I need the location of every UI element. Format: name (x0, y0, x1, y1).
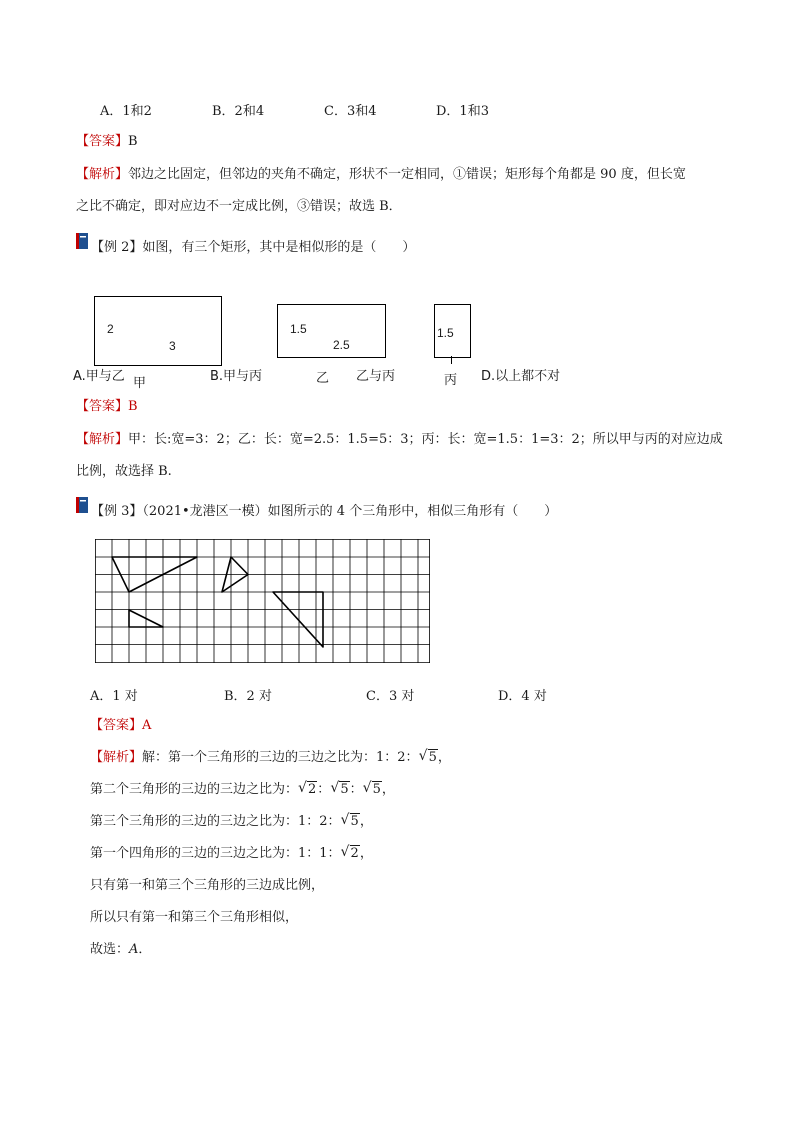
punct: ． (138, 942, 152, 957)
analysis-text: 第二个三角形的三边的三边之比为： (90, 782, 299, 797)
ex2-option-d: D.以上都不对 (481, 369, 561, 384)
punct: ： (317, 782, 331, 797)
answer-value: B (128, 399, 138, 414)
ex3-analysis-line3 (90, 813, 373, 831)
example-2-title: 【例 2】如图，有三个矩形，其中是相似形的是（ ） (91, 240, 416, 255)
rect-bing-tick (451, 356, 452, 364)
answer-value: B (128, 134, 138, 149)
final-prefix: 故选： (90, 942, 130, 957)
answer-tag: 【答案】 (76, 399, 129, 414)
analysis-text: 第三个三角形的三边的三边之比为：1：2： (90, 814, 341, 829)
rect-yi-width: 2.5 (333, 338, 350, 352)
sqrt-expression: √ 5 (340, 812, 359, 829)
analysis-text: 解：第一个三角形的三边的三边之比为：1：2： (142, 750, 419, 765)
analysis-tag: 【解析】 (76, 167, 129, 182)
option-a: A．1 对 (90, 689, 138, 704)
ex3-final (90, 941, 151, 959)
answer-tag: 【答案】 (76, 134, 129, 149)
option-d: D．4 对 (498, 689, 547, 704)
triangle-grid-figure (95, 539, 431, 665)
ex3-analysis-line4 (90, 845, 373, 863)
example-3-title: 【例 3】（2021•龙港区一模）如图所示的 4 个三角形中，相似三角形有（ ） (91, 504, 558, 519)
radicand: 5 (372, 782, 381, 797)
sqrt-expression: √ 2 (340, 844, 359, 861)
q1-analysis-line2: 之比不确定，即对应边不一定成比例，③错误；故选 B． (76, 199, 402, 214)
ex3-analysis-line1 (90, 749, 451, 767)
sqrt-expression: √ 5 (330, 780, 349, 797)
ex2-analysis-line2: 比例，故选择 B. (76, 464, 172, 479)
radicand: 5 (350, 814, 359, 829)
sqrt-expression: √ 2 (298, 780, 317, 797)
radicand: 2 (350, 846, 359, 861)
book-icon (76, 497, 88, 513)
answer-tag: 【答案】 (90, 718, 143, 733)
rect-bing-height: 1.5 (437, 326, 454, 340)
sqrt-expression: √ 5 (362, 780, 381, 797)
rect-jia-width: 3 (169, 339, 176, 353)
ex3-answer (90, 717, 151, 735)
q1-analysis-line1 (76, 166, 686, 184)
radicand: 5 (340, 782, 349, 797)
rect-bing-name: 丙 (444, 373, 458, 388)
answer-value: A (142, 718, 152, 733)
q1-answer (76, 133, 138, 151)
ex3-conclusion-2: 所以只有第一和第三个三角形相似， (90, 910, 299, 925)
radicand: 5 (428, 750, 437, 765)
punct: ， (359, 846, 373, 861)
punct: ， (381, 782, 395, 797)
ex2-option-c: 乙与丙 (356, 369, 396, 384)
option-c: C．3 对 (366, 689, 415, 704)
analysis-text: 甲：长:宽=3：2；乙：长：宽=2.5：1.5=5：3；丙：长：宽=1.5：1=3：2；所以甲与丙的对应边成 (128, 432, 723, 447)
analysis-text: 邻边之比固定，但邻边的夹角不确定，形状不一定相同，①错误；矩形每个角都是 90 度，但长宽 (128, 167, 686, 182)
option-b: B．2 对 (224, 689, 272, 704)
rect-jia-height: 2 (107, 322, 114, 336)
final-answer: A (129, 942, 139, 957)
radicand: 2 (308, 782, 317, 797)
option-d: D．1和3 (436, 104, 489, 119)
rect-jia-name: 甲 (133, 376, 147, 391)
option-a: A．1和2 (100, 104, 152, 119)
punct: ： (349, 782, 363, 797)
ex2-option-a: A.甲与乙 (73, 369, 125, 384)
book-icon (76, 233, 88, 249)
ex2-analysis-line1 (76, 431, 723, 449)
rect-yi-name: 乙 (316, 371, 330, 386)
analysis-tag: 【解析】 (76, 432, 129, 447)
ex3-conclusion-1: 只有第一和第三个三角形的三边成比例， (90, 878, 325, 893)
analysis-tag: 【解析】 (90, 750, 143, 765)
ex3-analysis-line2 (90, 781, 395, 799)
ex2-answer (76, 398, 138, 416)
triangle-3 (273, 592, 323, 647)
analysis-text: 第一个四角形的三边的三边之比为：1：1： (90, 846, 341, 861)
sqrt-expression: √ 5 (418, 748, 437, 765)
option-b: B．2和4 (212, 104, 265, 119)
ex2-option-b: B.甲与丙 (210, 369, 263, 384)
punct: ， (359, 814, 373, 829)
option-c: C．3和4 (324, 104, 377, 119)
rect-yi-height: 1.5 (290, 322, 307, 336)
punct: ， (437, 750, 451, 765)
